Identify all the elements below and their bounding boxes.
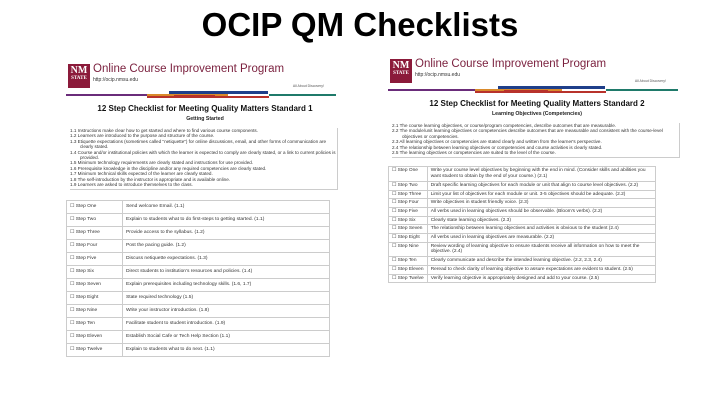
program-name: Online Course Improvement Program [415, 58, 607, 70]
table-row [67, 279, 330, 292]
step-checkbox-label[interactable]: ☐ Step Two [389, 181, 428, 190]
steps-table [66, 200, 330, 357]
table-row [389, 274, 656, 283]
tagline: All About Discovery! [634, 79, 666, 83]
step-checkbox-label[interactable]: ☐ Step Four [67, 240, 123, 253]
standard-item: 2.5 The learning objectives or competencies are suited to the level of the course. [392, 150, 556, 156]
standard-item: 1.4 Course and/or institutional policies with which the learner is expected to comply are clearly stated, or a link to current policies is provided. [70, 149, 336, 161]
checklist-subtitle: Getting Started [186, 116, 224, 122]
table-row [67, 214, 330, 227]
table-row [389, 257, 656, 266]
table-row [67, 253, 330, 266]
color-bar-segment [169, 91, 269, 94]
standard-item: 1.6 Prerequisite knowledge in the discipline and/or any required competencies are clearly stated. [70, 165, 267, 171]
standard-item: 2.4 The relationship between learning objectives or competencies and course activities is clearly stated. [392, 144, 603, 150]
step-description: Verify learning objective is appropriately designed and add to your course. (2.5) [427, 274, 655, 283]
step-checkbox-label[interactable]: ☐ Step Six [67, 266, 123, 279]
step-checkbox-label[interactable]: ☐ Step Eleven [67, 331, 123, 344]
step-description: Draft specific learning objectives for each module or unit that align to course level objectives. (2.2) [427, 181, 655, 190]
standards-list [392, 123, 680, 158]
step-description: Send welcome Email. (1.1) [122, 201, 329, 214]
table-row [389, 167, 656, 181]
ocip-header [388, 57, 686, 93]
standard-item: 1.8 The self-introduction by the instructor is appropriate and is available online. [70, 176, 231, 182]
color-bars [388, 86, 678, 92]
table-row [389, 265, 656, 274]
step-checkbox-label[interactable]: ☐ Step Twelve [389, 274, 428, 283]
program-name: Online Course Improvement Program [93, 63, 285, 75]
step-checkbox-label[interactable]: ☐ Step Three [389, 190, 428, 199]
standard-item: 1.3 Etiquette expectations (sometimes called "netiquette") for online discussions, email, and other forms of communication are clearly stated. [70, 138, 327, 150]
step-description: Facilitate student to student introduction. (1.9) [122, 318, 329, 331]
standard-item: 1.5 Minimum technology requirements are clearly stated and instructions for use provided. [70, 160, 254, 166]
standard-2-checklist [388, 57, 686, 402]
standards-list [70, 128, 338, 190]
table-row [67, 266, 330, 279]
step-checkbox-label[interactable]: ☐ Step Ten [389, 257, 428, 266]
table-row [389, 216, 656, 225]
standard-item: 2.2 The module/unit learning objectives or competencies describe outcomes that are measurable and consistent with the course-level objectives or competencies. [392, 128, 663, 139]
program-url: http://ocip.nmsu.edu [93, 77, 139, 83]
table-row [67, 292, 330, 305]
color-bar-segment [475, 91, 606, 93]
color-bar-segment [606, 89, 679, 91]
step-description: Provide access to the syllabus. (1.2) [122, 227, 329, 240]
color-bars [66, 91, 336, 97]
table-row [389, 207, 656, 216]
step-checkbox-label[interactable]: ☐ Step Nine [67, 305, 123, 318]
step-description: Post the pacing guide. (1.2) [122, 240, 329, 253]
table-row [67, 318, 330, 331]
step-description: All verbs used in learning objectives are measurable. (2.2) [427, 234, 655, 243]
color-bar-segment [388, 89, 475, 91]
step-description: The relationship between learning objectives and activities is obvious to the student (2.4) [427, 225, 655, 234]
nmsu-logo: NM STATE [68, 64, 90, 88]
step-checkbox-label[interactable]: ☐ Step Seven [389, 225, 428, 234]
ocip-header [66, 62, 344, 98]
step-description: Explain to students what to do first-steps to getting started. (1.1) [122, 214, 329, 227]
step-description: Clearly communicate and describe the intended learning objective. (2.2, 2.3, 2.4) [427, 257, 655, 266]
color-bar-segment [269, 94, 337, 96]
color-bar-segment [498, 86, 605, 89]
color-bar-segment [66, 94, 147, 96]
nmsu-logo: NM STATE [390, 59, 412, 83]
step-checkbox-label[interactable]: ☐ Step Eleven [389, 265, 428, 274]
step-description: Direct students to institution's resources and policies. (1.4) [122, 266, 329, 279]
step-checkbox-label[interactable]: ☐ Step Three [67, 227, 123, 240]
step-description: Write your course level objectives by beginning with the end in mind. (Consider skills and abilities you want student to obtain by the end of your course.) (2.1) [427, 167, 655, 181]
step-checkbox-label[interactable]: ☐ Step One [67, 201, 123, 214]
step-description: All verbs used in learning objectives should be observable. (Bloom's verbs). (2.2) [427, 207, 655, 216]
table-row [389, 190, 656, 199]
step-description: Establish Social Cafe or Tech Help Section (1.1) [122, 331, 329, 344]
standard-item: 1.2 Learners are introduced to the purpose and structure of the course. [70, 133, 215, 139]
steps-table [388, 166, 656, 283]
step-description: Explain prerequisites including technology skills. (1.6, 1.7) [122, 279, 329, 292]
step-checkbox-label[interactable]: ☐ Step Twelve [67, 344, 123, 357]
step-description: Limit your list of objectives for each module or unit. 3-5 objectives should be adequate. (2.2) [427, 190, 655, 199]
standard-item: 1.9 Learners are asked to introduce themselves to the class. [70, 182, 193, 188]
step-checkbox-label[interactable]: ☐ Step Eight [67, 292, 123, 305]
step-description: Write your instructor introduction. (1.8) [122, 305, 329, 318]
step-description: State required technology (1.5) [122, 292, 329, 305]
table-row [389, 242, 656, 256]
step-checkbox-label[interactable]: ☐ Step Nine [389, 242, 428, 256]
step-checkbox-label[interactable]: ☐ Step Ten [67, 318, 123, 331]
table-row [67, 305, 330, 318]
tagline: All About Discovery! [292, 84, 324, 88]
table-row [389, 181, 656, 190]
step-checkbox-label[interactable]: ☐ Step Six [389, 216, 428, 225]
table-row [67, 344, 330, 357]
checklist-title: 12 Step Checklist for Meeting Quality Matters Standard 1 [97, 104, 313, 113]
table-row [67, 331, 330, 344]
color-bar-segment [147, 96, 269, 98]
step-checkbox-label[interactable]: ☐ Step Five [389, 207, 428, 216]
step-description: Reread to check clarity of learning objective to assure expectations are evident to student. (2.5) [427, 265, 655, 274]
standard-1-checklist [66, 62, 344, 402]
program-url: http://ocip.nmsu.edu [415, 72, 461, 78]
step-checkbox-label[interactable]: ☐ Step One [389, 167, 428, 181]
step-checkbox-label[interactable]: ☐ Step Four [389, 199, 428, 208]
slide-title: OCIP QM Checklists [201, 6, 519, 43]
step-description: Discuss netiquette expectations. (1.3) [122, 253, 329, 266]
checklist-subtitle: Learning Objectives (Competencies) [492, 111, 582, 117]
standard-item: 1.7 Minimum technical skills expected of the learner are clearly stated. [70, 171, 213, 177]
checklist-title: 12 Step Checklist for Meeting Quality Matters Standard 2 [429, 99, 645, 108]
step-description: Write objectives in student friendly voice. (2.3) [427, 199, 655, 208]
step-checkbox-label[interactable]: ☐ Step Eight [389, 234, 428, 243]
step-description: Clearly state learning objectives. (2.3) [427, 216, 655, 225]
step-checkbox-label[interactable]: ☐ Step Five [67, 253, 123, 266]
table-row [67, 227, 330, 240]
step-description: Explain to students what to do next. (1.1) [122, 344, 329, 357]
standard-item: 1.1 Instructions make clear how to get started and where to find various course components. [70, 128, 258, 133]
table-row [389, 225, 656, 234]
standard-item: 2.3 All learning objectives or competencies are stated clearly and written from the learner's perspective. [392, 139, 602, 145]
table-row [67, 201, 330, 214]
step-description: Review wording of learning objective to ensure students receive all information on how to meet the objective. (2.4) [427, 242, 655, 256]
table-row [67, 240, 330, 253]
table-row [389, 199, 656, 208]
step-checkbox-label[interactable]: ☐ Step Seven [67, 279, 123, 292]
step-checkbox-label[interactable]: ☐ Step Two [67, 214, 123, 227]
standard-item: 2.1 The course learning objectives, or course/program competencies, describe outcomes that are measurable. [392, 123, 617, 128]
table-row [389, 234, 656, 243]
